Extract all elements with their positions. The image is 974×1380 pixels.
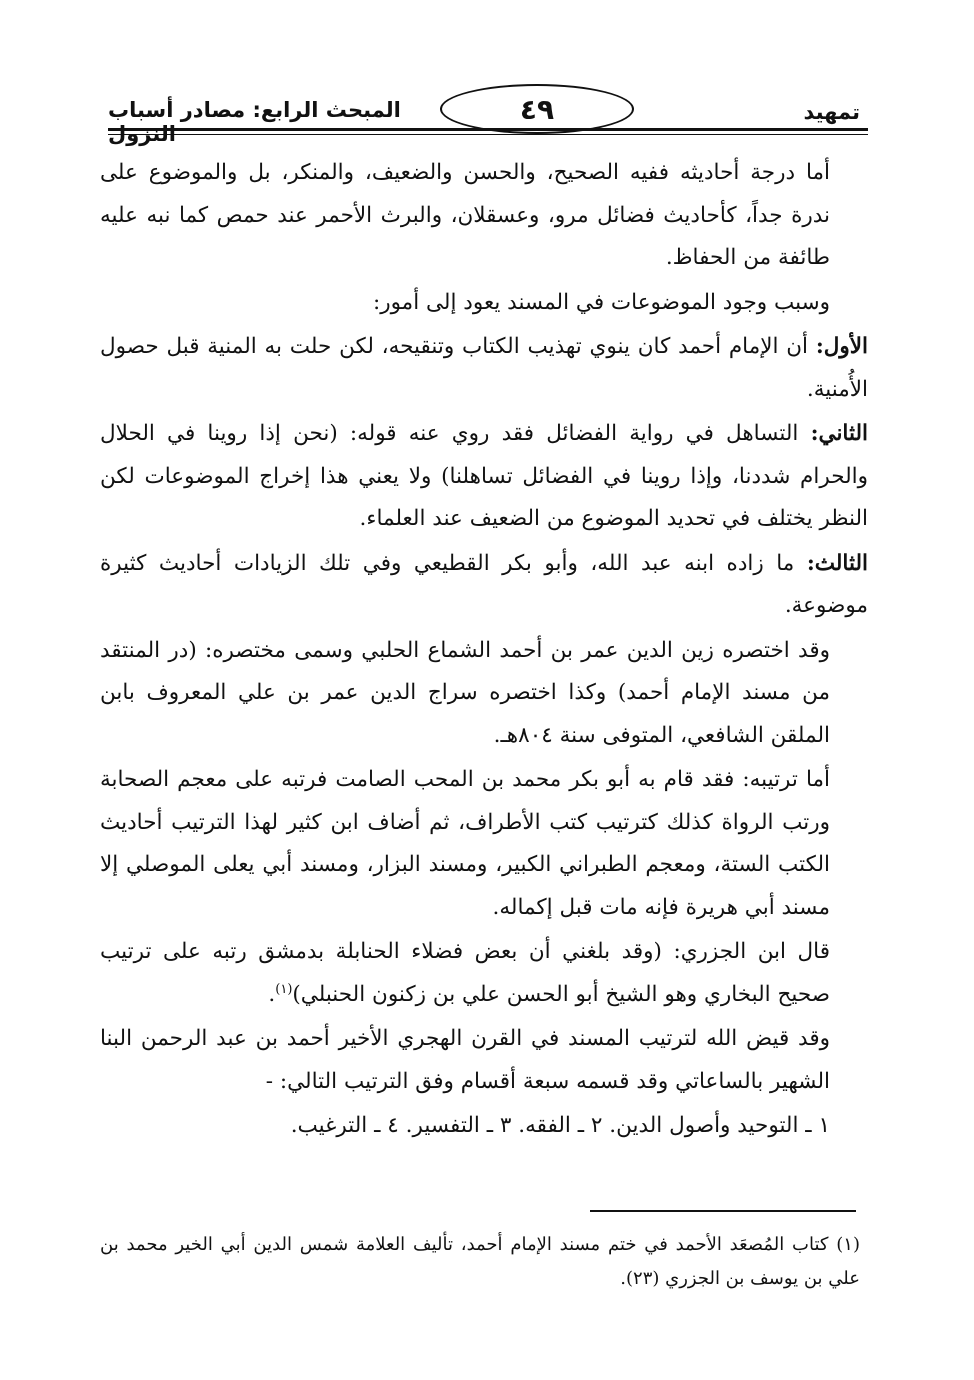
page-header	[108, 70, 868, 146]
list-line: ١ ـ التوحيد وأصول الدين. ٢ ـ الفقه. ٣ ـ التفسير. ٤ ـ الترغيب.	[290, 1113, 830, 1138]
paragraph: الأول: أن الإمام أحمد كان ينوي تهذيب الكتاب وتنقيحه، لكن حلت به المنية قبل حصول الأُمنية.	[100, 334, 868, 402]
footnote	[100, 1228, 860, 1296]
paragraph-lead: الأول:	[815, 334, 868, 359]
paragraph: قال ابن الجزري: (وقد بلغني أن بعض فضلاء الحنابلة بدمشق رتبه على ترتيب صحيح البخاري وهو الشيخ أبو الحسن علي بن زكنون الحنبلي)$^{(١)}$.	[100, 939, 830, 1007]
paragraph: أما ترتيبه: فقد قام به أبو بكر محمد بن المحب الصامت فرتبه على معجم الصحابة ورتب الرواة كذلك كترتيب كتب الأطراف، ثم أضاف ابن كثير لهذا الترتيب أحاديث الكتب الستة، ومعجم الطبراني الكبير، ومسند البزار، ومسند أبي يعلى الموصلي إلا مسند أبي هريرة فإنه مات قبل إكماله.	[100, 767, 830, 920]
paragraph: وقد قيض الله لترتيب المسند في القرن الهجري الأخير أحمد بن عبد الرحمن البنا الشهير بالساعاتي وقد قسمه سبعة أقسام وفق الترتيب التالي: -	[100, 1026, 830, 1094]
paragraph-lead: الثالث:	[806, 550, 868, 576]
header-divider	[108, 128, 868, 131]
paragraph: الثالث: ما زاده ابنه عبد الله، وأبو بكر القطيعي وفي تلك الزيادات أحاديث كثيرة موضوعة.	[100, 550, 868, 618]
paragraph: أما درجة أحاديثه ففيه الصحيح، والحسن والضعيف، والمنكر، بل والموضوع على ندرة جداً، كأحاديث فضائل مرو، وعسقلان، والبرث الأحمر عند حمص كما نبه عليه طائفة من الحفاظ.	[100, 160, 830, 270]
section-title: المبحث الرابع: مصادر أسباب النزول	[108, 98, 401, 146]
paragraph: الثاني: التساهل في رواية الفضائل فقد روي عنه قوله: (نحن إذا روينا في الحلال والحرام شددنا، وإذا روينا في الفضائل تساهلنا) ولا يعني هذا إخراج الموضوعات لكن النظر يختلف في تحديد الموضوع من الضعيف عند العلماء.	[100, 421, 868, 531]
footnote-ref: (١)	[275, 981, 293, 997]
body-text	[100, 152, 868, 1148]
paragraph: وقد اختصره زين الدين عمر بن أحمد الشماع الحلبي وسمى مختصره: (در المنتقد من مسند الإمام أحمد) وكذا اختصره سراج الدين عمر بن علي المعروف بابن الملقن الشافعي، المتوفى سنة ٨٠٤هـ.	[100, 637, 830, 748]
chapter-title: تمهيد	[803, 100, 860, 124]
paragraph: وسبب وجود الموضوعات في المسند يعود إلى أمور:	[372, 289, 830, 315]
footnote-text: كتاب المُصعَد الأحمد في ختم مسند الإمام أحمد، تأليف العلامة شمس الدين أبي الخير محمد بن علي بن يوسف بن الجزري (٢٣).	[100, 1234, 860, 1289]
footnote-divider	[590, 1210, 856, 1212]
paragraph-lead: الثاني:	[810, 421, 868, 446]
page-number: ٤٩	[440, 84, 634, 134]
footnote-marker: (١)	[836, 1234, 860, 1255]
header-divider-thin	[108, 134, 868, 135]
